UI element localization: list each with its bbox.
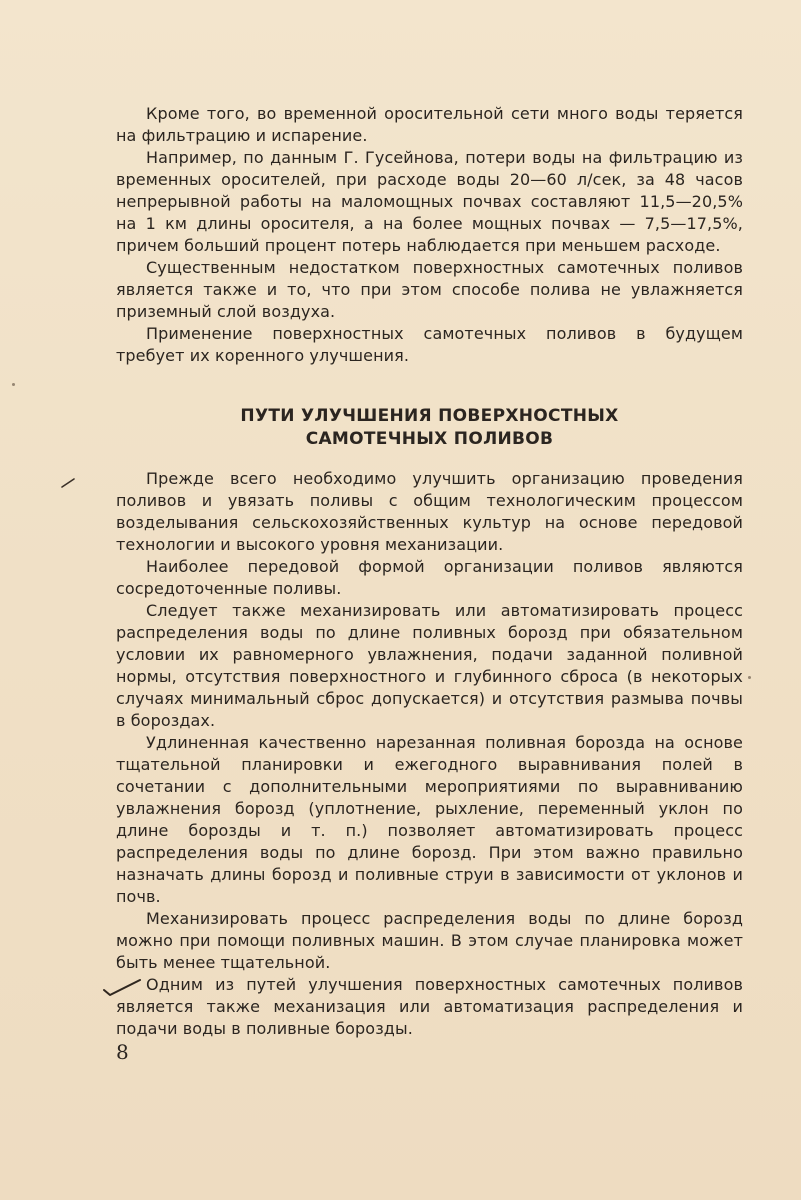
section-heading-line-2: САМОТЕЧНЫХ ПОЛИВОВ: [305, 429, 554, 449]
page-number: 8: [116, 1040, 129, 1064]
paragraph-organization: Прежде всего необходимо улучшить организацию проведения поливов и увязать поливы с общим технологическим процессом возделывания сельскохозяйственных культур на основе передовой технологии и высокого уровня механизации.: [116, 469, 743, 554]
paragraph-air-humidity: Существенным недостатком поверхностных самотечных поливов является также и то, что при этом способе полива не увлажняется приземный слой воздуха.: [116, 258, 743, 321]
paragraph-concentrated: Наиболее передовой формой организации поливов являются сосредоточенные поливы.: [116, 557, 743, 598]
paper-speck: [748, 676, 751, 679]
paragraph-future-improvement: Применение поверхностных самотечных поливов в будущем требует их коренного улучшения.: [116, 324, 743, 365]
section-heading: [116, 405, 743, 451]
pencil-check-mark-icon: [100, 976, 146, 998]
intro-text: [116, 103, 743, 367]
paragraph-automation: Одним из путей улучшения поверхностных самотечных поливов является также механизация или автоматизация распределения и подачи воды в поливные борозды.: [116, 975, 743, 1038]
paragraph-guseinov-data: Например, по данным Г. Гусейнова, потери воды на фильтрацию из временных оросителей, при расходе воды 20—60 л/сек, за 48 часов непрерывной работы на маломощных почвах составляют 11,5—20,5% на 1 км длины оросителя, а на более мощных почвах — 7,5—17,5%, причем больший процент потерь наблюдается при меньшем расходе.: [116, 148, 743, 255]
paragraph-machines: Механизировать процесс распределения воды по длине борозд можно при помощи поливных машин. В этом случае планировка может быть менее тщательной.: [116, 909, 743, 972]
paragraph-mechanize: Следует также механизировать или автоматизировать процесс распределения воды по длине поливных борозд при обязательном условии их равномерного увлажнения, подачи заданной поливной нормы, отсутствия поверхностного и глубинного сброса (в некоторых случаях минимальный сброс допускается) и отсутствия размыва почвы в бороздах.: [116, 601, 743, 730]
paper-speck: [12, 383, 15, 386]
paragraph-long-furrow: Удлиненная качественно нарезанная поливная борозда на основе тщательной планировки и ежегодного выравнивания полей в сочетании с дополнительными мероприятиями по выравниванию увлажнения борозд (уплотнение, рыхление, переменный уклон по длине борозды и т. п.) позволяет автоматизировать процесс распределения воды по длине борозд. При этом важно правильно назначать длины борозд и поливные струи в зависимости от уклонов и почв.: [116, 733, 743, 906]
pencil-tick-mark-icon: [60, 476, 76, 490]
section-text: [116, 468, 743, 1040]
section-heading-line-1: ПУТИ УЛУЧШЕНИЯ ПОВЕРХНОСТНЫХ: [240, 406, 619, 426]
paragraph-filtration-loss: Кроме того, во временной оросительной сети много воды теряется на фильтрацию и испарение.: [116, 104, 743, 145]
